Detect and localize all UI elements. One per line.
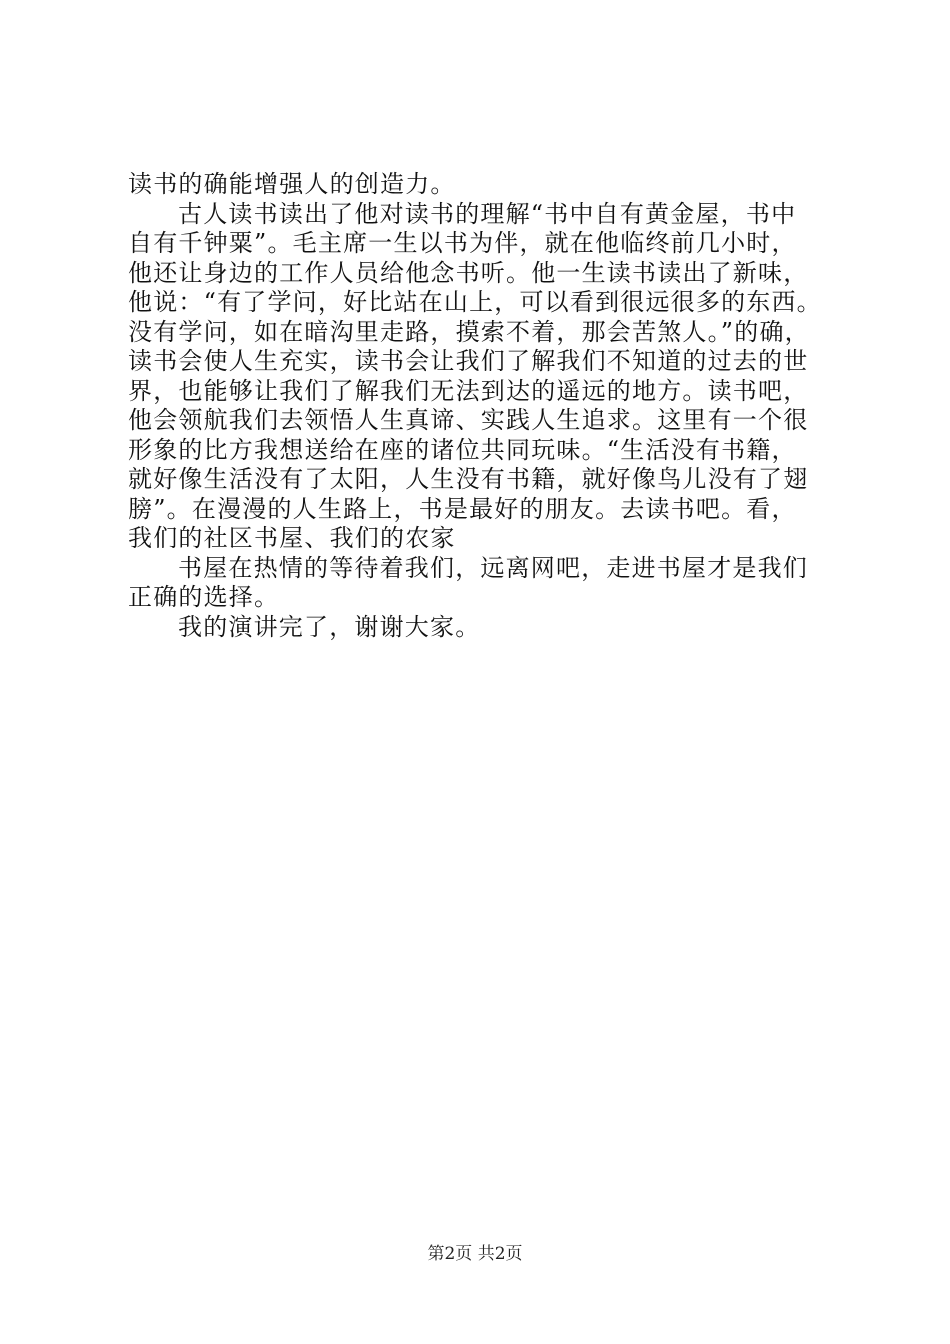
paragraph-line: 他说：“有了学问，好比站在山上，可以看到很远很多的东西。 (128, 288, 822, 316)
paragraph-line: 形象的比方我想送给在座的诸位共同玩味。“生活没有书籍， (128, 435, 797, 464)
paragraph-line: 界，也能够让我们了解我们无法到达的遥远的地方。读书吧， (128, 376, 809, 405)
paragraph-line: 自有千钟粟”。毛主席一生以书为伴，就在他临终前几小时， (128, 229, 797, 257)
paragraph-line: 他会领航我们去领悟人生真谛、实践人生追求。这里有一个很 (128, 406, 809, 434)
paragraph-line: 就好像生活没有了太阳，人生没有书籍，就好像鸟儿没有了翅 (128, 465, 809, 493)
paragraph-line: 读书的确能增强人的创造力。 (128, 170, 456, 198)
paragraph-line: 古人读书读出了他对读书的理解“书中自有黄金屋，书中 (178, 199, 797, 228)
paragraph-line: 正确的选择。 (128, 583, 280, 611)
paragraph-line: 读书会使人生充实，读书会让我们了解我们不知道的过去的世 (128, 347, 809, 375)
paragraph-line: 没有学问，如在暗沟里走路，摸索不着，那会苦煞人。”的确， (128, 317, 810, 346)
page-number: 第2页 共2页 (427, 1244, 523, 1264)
page-footer (0, 1243, 950, 1265)
paragraph-line: 他还让身边的工作人员给他念书听。他一生读书读出了新味， (128, 258, 809, 287)
paragraph-line: 膀”。在漫漫的人生路上，书是最好的朋友。去读书吧。看， (128, 494, 797, 523)
paragraph-line: 我的演讲完了，谢谢大家。 (178, 612, 481, 641)
paragraph-line: 我们的社区书屋、我们的农家 (128, 524, 456, 552)
document-body (128, 170, 848, 642)
paragraph-line: 书屋在热情的等待着我们，远离网吧，走进书屋才是我们 (178, 553, 808, 582)
